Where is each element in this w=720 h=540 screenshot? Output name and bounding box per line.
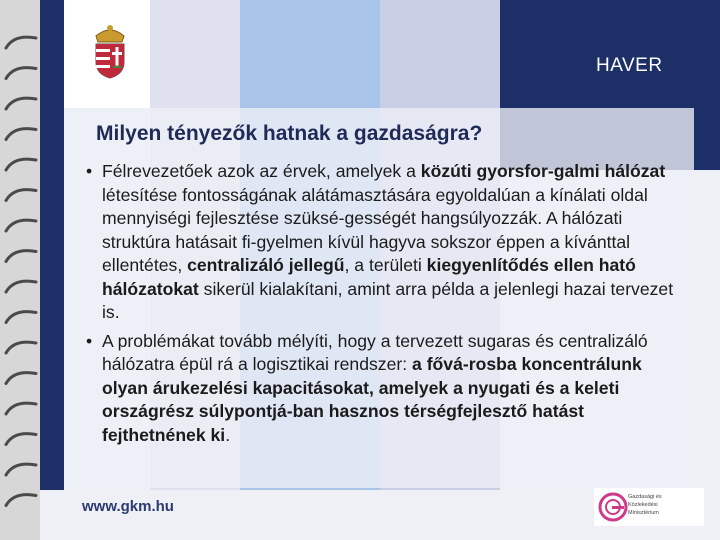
bullet-dot: • xyxy=(86,161,93,181)
spiral-ring xyxy=(6,464,36,475)
bullet-text: Félrevezetőek azok az érvek, amelyek a xyxy=(102,161,421,181)
spiral-ring xyxy=(6,98,36,109)
spiral-ring xyxy=(6,373,36,384)
bullet-emphasis: galmi hálózat xyxy=(553,161,666,181)
spiral-ring xyxy=(6,281,36,292)
coat-of-arms-icon xyxy=(88,22,132,80)
spiral-ring xyxy=(6,251,36,262)
bullet-emphasis: közúti gyorsfor- xyxy=(420,161,554,181)
bullet-text: , a területi xyxy=(344,255,427,275)
ministry-name-line: Közlekedési xyxy=(628,502,658,508)
spiral-ring xyxy=(6,342,36,353)
bullet-item xyxy=(86,160,676,325)
spiral-binding-icon xyxy=(0,0,40,540)
spiral-ring xyxy=(6,403,36,414)
bullet-text: . xyxy=(225,424,231,445)
spiral-ring xyxy=(6,159,36,170)
spiral-ring xyxy=(6,312,36,323)
spiral-ring xyxy=(6,37,36,48)
footer-url: www.gkm.hu xyxy=(82,498,174,515)
ministry-logo-icon xyxy=(598,492,628,522)
bullet-item xyxy=(86,330,676,448)
bullet-text: A problémákat tovább mélyíti, hogy a tervezett sugaras és centralizáló hálózatra épül rá a logisztikai rendszer: xyxy=(102,330,648,374)
slide xyxy=(40,0,720,540)
left-edge-band xyxy=(40,0,64,540)
slide-title: Milyen tényezők hatnak a gazdaságra? xyxy=(96,122,483,145)
spiral-ring xyxy=(6,434,36,445)
bullet-emphasis: centralizáló jellegű xyxy=(187,255,345,275)
spiral-ring xyxy=(6,220,36,231)
spiral-ring xyxy=(6,129,36,140)
bullet-list xyxy=(86,160,676,447)
spiral-ring xyxy=(6,190,36,201)
brand-label: HAVER xyxy=(596,55,663,76)
ministry-name-line: Gazdasági és xyxy=(628,494,662,500)
spiral-ring xyxy=(6,495,36,506)
bullet-text: sikerül kialakítani, amint arra példa a jelenlegi hazai tervezet is. xyxy=(102,278,674,322)
bullet-emphasis: kiegyenlítődés ellen ható hálózatokat xyxy=(102,255,636,299)
bullet-emphasis: a fővá-rosba koncentrálunk olyan árukezelési kapacitásokat, amelyek a nyugati és a keleti országrész súlypontjá-ban hasznos térségfejlesztő hatást fejthetnének ki xyxy=(102,354,642,445)
bullet-text: létesítése fontosságának alátámasztására egyoldalúan a kínálati oldal mennyiségi fejlesztése szüksé-gességét hangsúlyozzák. A hálózati struktúra hatásait fi-gyelmen kívül hagyva sokszor éppen a kívánttal ellentétes, xyxy=(102,184,648,275)
spiral-ring xyxy=(6,68,36,79)
ministry-name-line: Minisztérium xyxy=(628,510,659,516)
bullet-dot: • xyxy=(86,330,93,351)
ministry-logo xyxy=(594,488,704,526)
spiral-binding xyxy=(0,0,40,540)
